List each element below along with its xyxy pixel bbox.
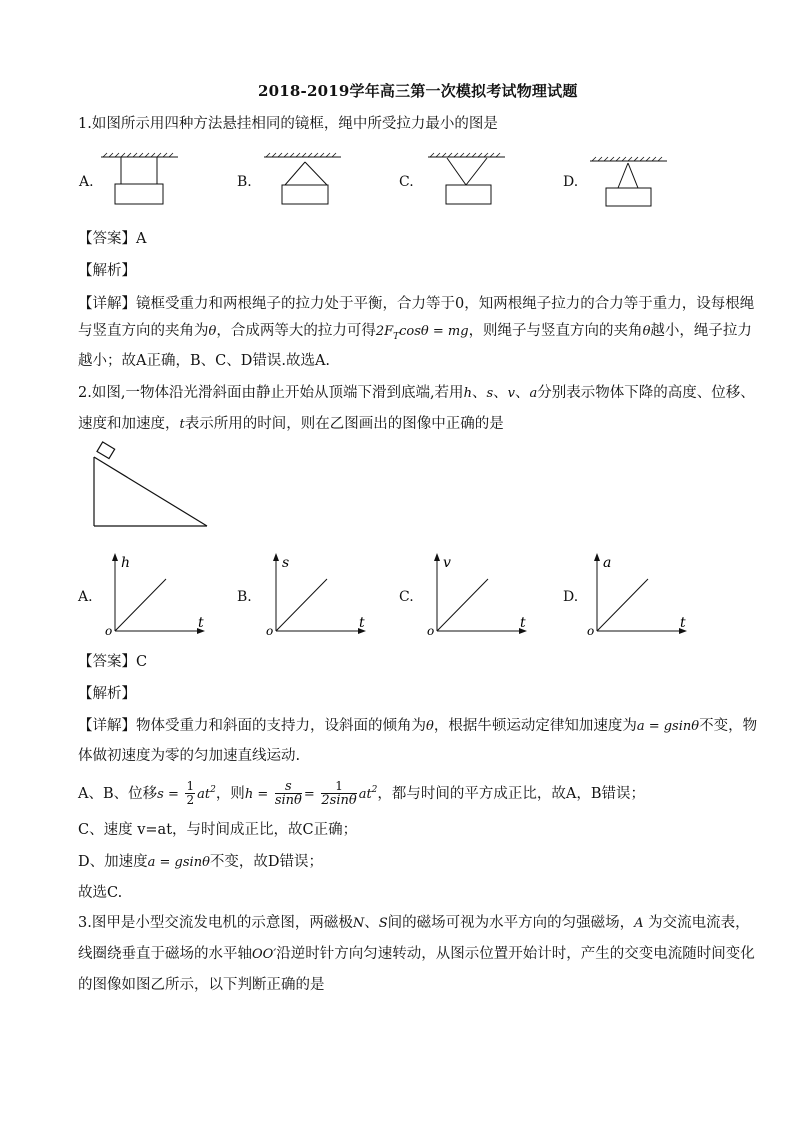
q2-option-d-label: D. bbox=[563, 589, 579, 605]
x-axis-label: t bbox=[198, 615, 204, 631]
q1-answer: 【答案】A bbox=[78, 231, 147, 247]
q2-detail-line1: 【详解】物体受重力和斜面的支持力，设斜面的倾角为θ，根据牛顿运动定律知加速度为a = gsinθ不变，物 bbox=[78, 718, 758, 734]
q2-line-d: D、加速度a = gsinθ不变，故D错误； bbox=[78, 854, 324, 870]
q2-stem-line1: 2.如图,一物体沿光滑斜面由静止开始从顶端下滑到底端,若用h、s、v、a分别表示物体下降的高度、位移、 bbox=[78, 385, 755, 401]
origin-label: o bbox=[587, 624, 595, 638]
q2-option-b-label: B. bbox=[237, 589, 252, 605]
q2-stem-line2: 速度和加速度，t表示所用的时间，则在乙图画出的图像中正确的是 bbox=[78, 416, 504, 432]
q2-line-ab: A、B、位移s = $\frac{1}{2}$ $at^2$，则h = $\frac{s}{\sin\theta}$ = $\frac{1}{2\sin\theta}$ $at^2$，都与时间的平方成正比，故A，B错误； bbox=[78, 779, 646, 809]
q2-conclusion: 故选C. bbox=[78, 885, 123, 901]
origin-label: o bbox=[427, 624, 435, 638]
q1-option-b-label: B. bbox=[237, 174, 252, 190]
q1-stem: 1.如图所示用四种方法悬挂相同的镜框，绳中所受拉力最小的图是 bbox=[78, 116, 498, 132]
q3-stem-line3: 的图像如图乙所示，以下判断正确的是 bbox=[78, 977, 325, 993]
q1-option-a-label: A. bbox=[79, 174, 94, 190]
x-axis-label: t bbox=[359, 615, 365, 631]
x-axis-label: t bbox=[520, 615, 526, 631]
q3-stem-line1: 3.图甲是小型交流发电机的示意图，两磁极N、S间的磁场可视为水平方向的匀强磁场，A 为交流电流表， bbox=[78, 915, 750, 931]
y-axis-label: v bbox=[443, 555, 451, 571]
x-axis-label: t bbox=[680, 615, 686, 631]
q2-option-a-label: A. bbox=[78, 589, 93, 605]
fraction-s-sin: $\frac{s}{\sin\theta}$ bbox=[274, 779, 302, 809]
fraction-1-2sin: $\frac{1}{2\sin\theta}$ bbox=[321, 779, 357, 809]
y-axis-label: h bbox=[121, 555, 131, 571]
y-axis-label: s bbox=[282, 555, 290, 571]
y-axis-arrow bbox=[594, 553, 600, 561]
y-axis-label: a bbox=[603, 555, 612, 571]
page-title: 2018-2019学年高三第一次模拟考试物理试题 bbox=[258, 82, 578, 100]
origin-label: o bbox=[266, 624, 274, 638]
q3-stem-line2: 线圈绕垂直于磁场的水平轴OO′沿逆时针方向匀速转动，从图示位置开始计时，产生的交变电流随时间变化 bbox=[78, 946, 755, 962]
q2-analysis: 【解析】 bbox=[78, 686, 136, 702]
q1-option-d-label: D. bbox=[563, 174, 579, 190]
fraction-1-2: $\frac{1}{2}$ bbox=[186, 779, 195, 808]
q1-option-c-label: C. bbox=[399, 174, 414, 190]
q1-detail-line2: 与竖直方向的夹角为θ，合成两等大的拉力可得$2F_T\cos\theta$ = mg，则绳子与竖直方向的夹角θ越小，绳子拉力 bbox=[78, 323, 752, 342]
data-line bbox=[597, 579, 648, 631]
q2-option-c-label: C. bbox=[399, 589, 414, 605]
q1-detail-line1: 【详解】镜框受重力和两根绳子的拉力处于平衡，合力等于0，知两根绳子拉力的合力等于重力，设每根绳 bbox=[78, 296, 755, 312]
origin-label: o bbox=[105, 624, 113, 638]
q2-detail-line2: 体做初速度为零的匀加速直线运动. bbox=[78, 748, 301, 764]
q2-line-c: C、速度 v=at，与时间成正比，故C正确； bbox=[78, 822, 358, 838]
q2-answer: 【答案】C bbox=[78, 654, 148, 670]
q1-analysis: 【解析】 bbox=[78, 263, 136, 279]
q1-detail-line3: 越小；故A正确，B、C、D错误.故选A. bbox=[78, 353, 331, 369]
